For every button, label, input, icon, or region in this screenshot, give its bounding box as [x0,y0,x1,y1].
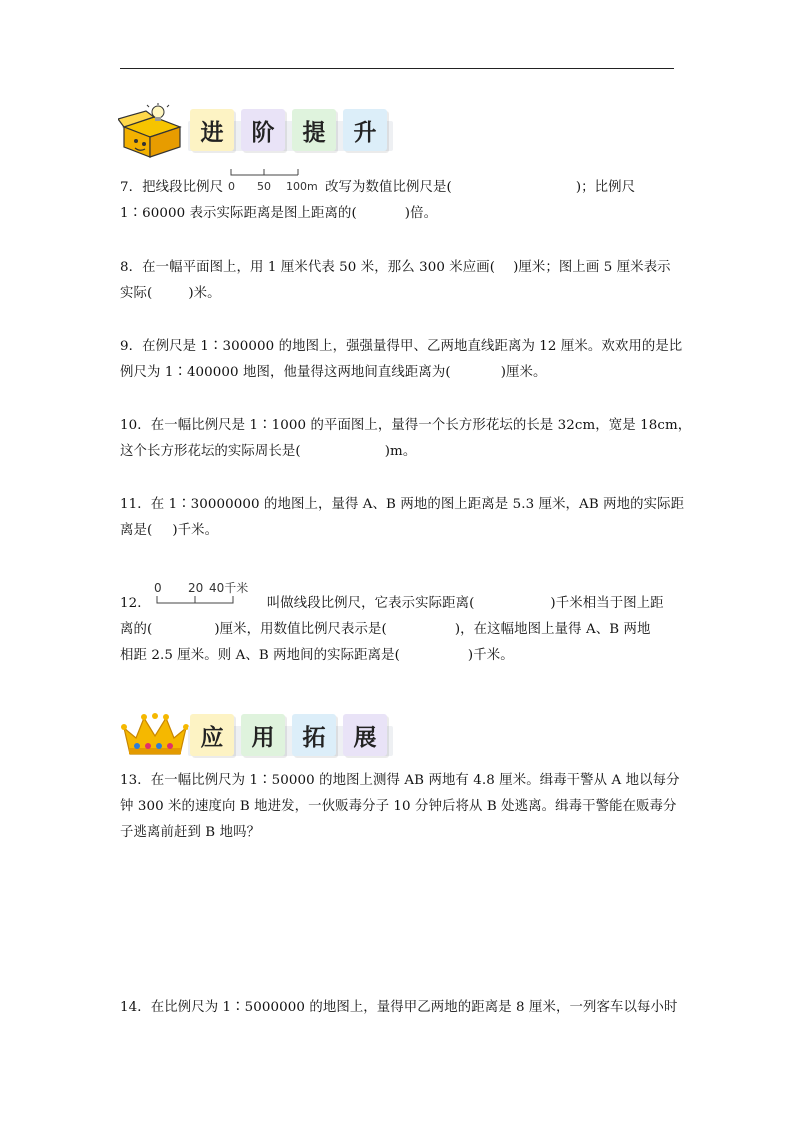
banner-tile: 展 [343,714,387,756]
scale-tick-label: 40千米 [209,581,249,595]
banner-tile: 拓 [292,714,336,756]
header-rule [120,68,674,69]
q9-text-c: )厘米。 [500,365,547,380]
q12-text-a: 叫做线段比例尺，它表示实际距离( [266,596,475,611]
q9-text-a: 9．在例尺是 1∶300000 的地图上，强强量得甲、乙两地直线距离为 12 厘米。欢欢用的是比 [120,339,683,354]
section-banner-advance [118,103,408,159]
q11-text-b: 离是( [120,523,153,538]
scale-tick-label: 0 [154,581,162,595]
q7-text-b: 改写为数值比例尺是( [325,180,452,195]
question-14 [120,995,676,1021]
q12-text-c: 离的( [120,622,153,637]
q13-line-1: 13．在一幅比例尺为 1∶50000 的地图上测得 AB 两地有 4.8 厘米。缉毒干警从 A 地以每分 [120,773,680,788]
q10-text-b: 这个长方形花坛的实际周长是( [120,444,301,459]
q14-line-1: 14．在比例尺为 1∶5000000 的地图上，量得甲乙两地的距离是 8 厘米，一列客车以每小时 [120,1000,678,1015]
question-10 [120,413,692,465]
q7-text-e: )倍。 [404,206,438,221]
q8-text-d: )米。 [188,286,221,301]
banner-tile: 提 [292,109,336,151]
q9-text-b: 例尺为 1∶400000 地图，他量得这两地间直线距离为( [120,365,451,380]
question-9 [120,334,683,386]
q7-text-c: )；比例尺 [575,180,636,195]
q12-text-e: )，在这幅地图上量得 A、B 两地 [454,622,651,637]
q10-text-a: 10．在一幅比例尺是 1∶1000 的平面图上，量得一个长方形花坛的长是 32cm，宽是 18cm， [120,418,692,433]
question-13 [120,768,680,846]
q7-text-d: 1∶60000 表示实际距离是图上距离的( [120,206,357,221]
question-8 [120,255,676,307]
q12-text-b: )千米相当于图上距 [550,596,664,611]
q12-text-g: )千米。 [467,648,514,663]
banner-tile: 进 [190,109,234,151]
lightbulb-box-icon [118,103,188,159]
q8-text-b: )厘米；图上画 5 厘米表示 [513,260,671,275]
banner-tile: 阶 [241,109,285,151]
q10-text-c: )m。 [384,444,417,459]
crown-icon [120,710,190,760]
question-7 [120,175,676,227]
q8-text-c: 实际( [120,286,153,301]
scale-tick-label: 50 [257,180,271,193]
scale-tick-label: 20 [188,581,204,595]
q12-text-f: 相距 2.5 厘米。则 A、B 两地间的实际距离是( [120,648,400,663]
q11-text-c: )千米。 [172,523,219,538]
question-11 [120,492,685,544]
scale-tick-label: 0 [228,180,235,193]
q8-text-a: 8．在一幅平面图上，用 1 厘米代表 50 米，那么 300 米应画( [120,260,496,275]
banner-tile: 应 [190,714,234,756]
section-banner-apply [118,708,408,764]
q13-line-3: 子逃离前赶到 B 地吗？ [120,825,261,840]
scale-tick-label: 100m [286,180,318,193]
banner-tile: 用 [241,714,285,756]
q11-text-a: 11．在 1∶30000000 的地图上，量得 A、B 两地的图上距离是 5.3 厘米，AB 两地的实际距 [120,497,685,512]
question-12 [120,591,676,669]
banner-tile: 升 [343,109,387,151]
q12-number: 12． [120,596,151,611]
q12-text-d: )厘米，用数值比例尺表示是( [214,622,387,637]
q7-text-a: 7．把线段比例尺 [120,180,224,195]
q13-line-2: 钟 300 米的速度向 B 地进发，一伙贩毒分子 10 分钟后将从 B 处逃离。缉毒干警能在贩毒分 [120,799,677,814]
